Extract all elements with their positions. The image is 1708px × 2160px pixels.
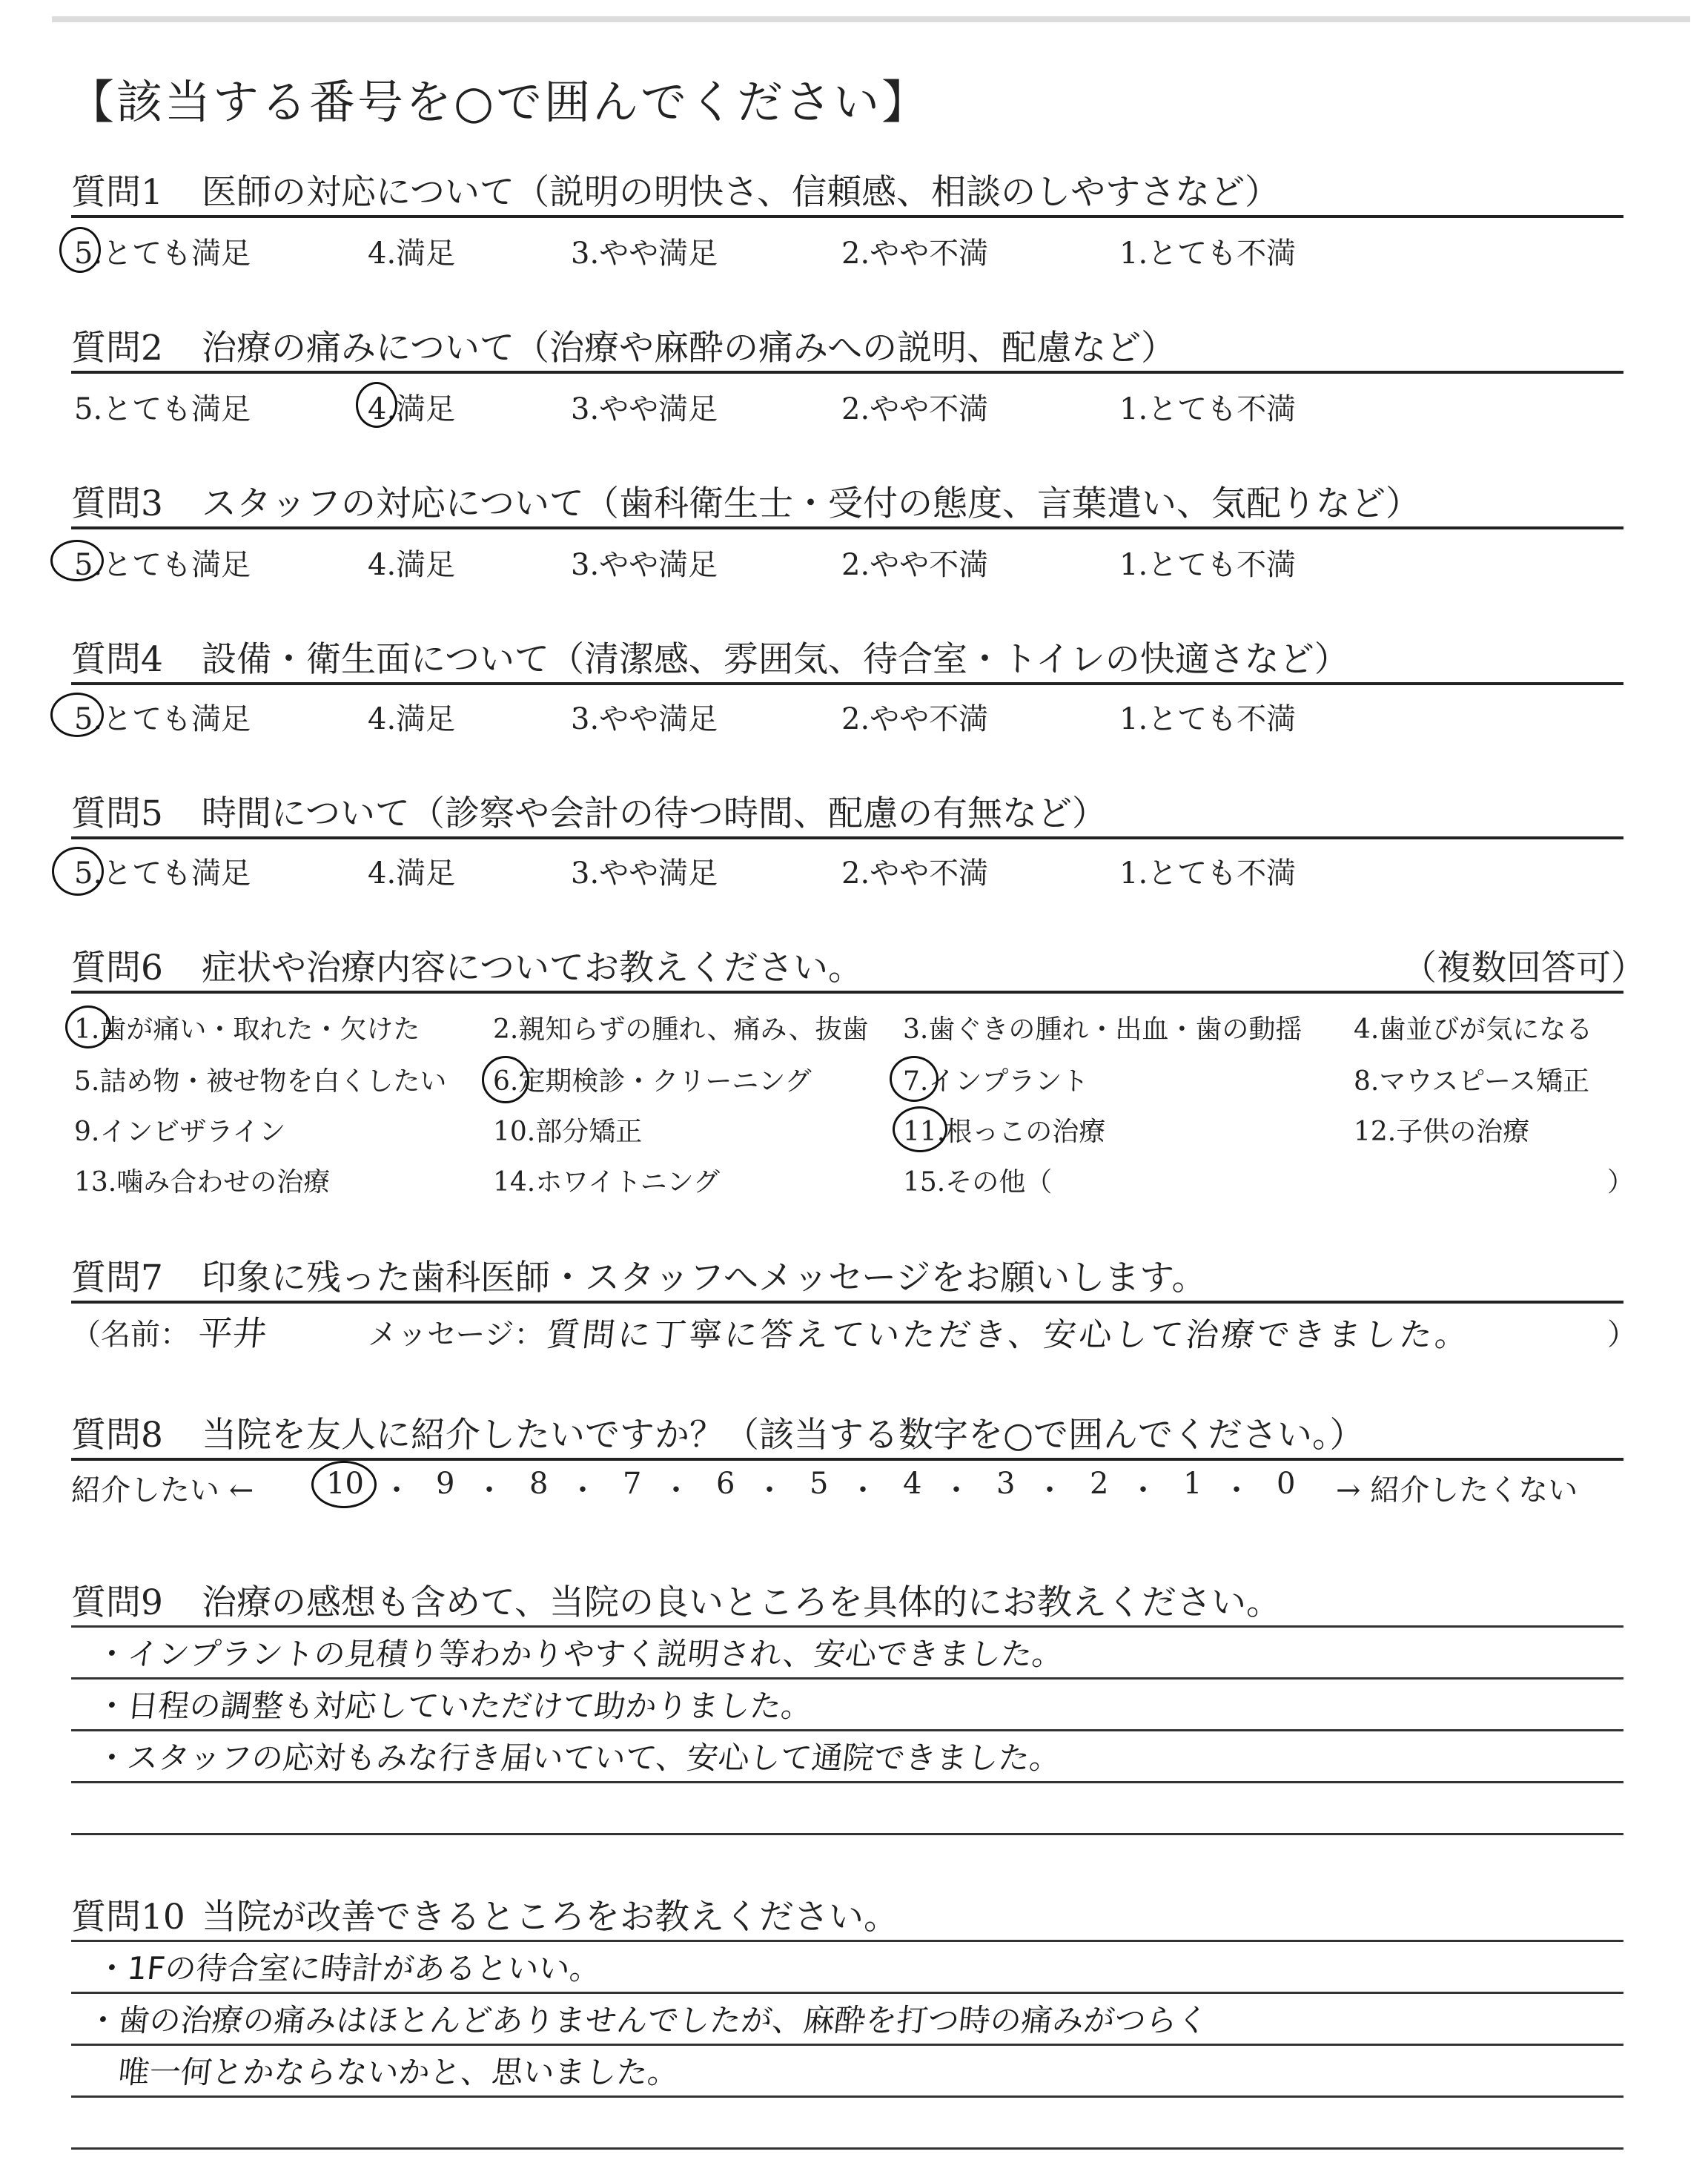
rating-option-3[interactable]: 3.やや満足	[571, 392, 718, 426]
message-label: メッセージ：	[368, 1318, 544, 1352]
scale-separator: ・	[1035, 1473, 1065, 1507]
rating-option-2[interactable]: 2.やや不満	[841, 548, 989, 582]
question-number: 質問5	[71, 793, 163, 834]
question-number: 質問8	[71, 1415, 163, 1456]
scale-separator: ・	[1128, 1473, 1158, 1507]
scale-separator: ・	[568, 1473, 598, 1507]
rating-option-3[interactable]: 3.やや満足	[571, 702, 718, 736]
symptom-option-10[interactable]: 10.部分矯正	[493, 1117, 643, 1147]
rating-option-5[interactable]: 5.とても満足	[74, 702, 251, 736]
question-10	[71, 1889, 898, 1939]
symptom-option-2[interactable]: 2.親知らずの腫れ、痛み、抜歯	[493, 1014, 869, 1045]
rating-option-4[interactable]: 4.満足	[368, 702, 456, 736]
scale-0[interactable]: 0	[1277, 1467, 1296, 1501]
good-point-2[interactable]: ・日程の調整も対応していただけて助かりました。	[94, 1688, 815, 1724]
selection-circle	[52, 847, 104, 896]
selection-circle	[893, 1106, 947, 1152]
rating-option-2[interactable]: 2.やや不満	[841, 237, 989, 271]
question-rule	[71, 1301, 1623, 1304]
rating-option-1[interactable]: 1.とても不満	[1119, 548, 1297, 582]
answer-line	[71, 1940, 1623, 1942]
good-point-3[interactable]: ・スタッフの応対もみな行き届いていて、安心して通院できました。	[94, 1740, 1063, 1776]
symptom-option-11[interactable]: 11.根っこの治療	[903, 1117, 1106, 1147]
improvement-2[interactable]: ・歯の治療の痛みはほとんどありませんでしたが、麻酔を打つ時の痛みがつらく	[85, 2002, 1211, 2038]
question-number: 質問9	[71, 1582, 163, 1623]
rating-option-5[interactable]: 5.とても満足	[74, 392, 251, 426]
rating-option-1[interactable]: 1.とても不満	[1119, 856, 1297, 891]
rating-option-3[interactable]: 3.やや満足	[571, 237, 718, 271]
scale-separator: ・	[474, 1473, 504, 1507]
improvement-1[interactable]: ・1Fの待合室に時計があるといい。	[94, 1950, 603, 1986]
scale-10[interactable]: 10	[326, 1467, 364, 1501]
rating-option-4[interactable]: 4.満足	[368, 392, 456, 426]
rating-option-4[interactable]: 4.満足	[368, 548, 456, 582]
symptom-option-14[interactable]: 14.ホワイトニング	[493, 1167, 721, 1198]
name-label: （名前：	[71, 1318, 190, 1352]
question-text: スタッフの対応について（歯科衛生士・受付の態度、言葉遣い、気配りなど）	[202, 483, 1421, 524]
symptom-option-6[interactable]: 6.定期検診・クリーニング	[493, 1066, 812, 1097]
answer-line	[71, 1729, 1623, 1731]
rating-option-5[interactable]: 5.とても満足	[74, 856, 251, 891]
question-text: 医師の対応について（説明の明快さ、信頼感、相談のしやすさなど）	[202, 172, 1280, 213]
scale-7[interactable]: 7	[623, 1467, 642, 1501]
symptom-option-9[interactable]: 9.インビザライン	[74, 1117, 286, 1147]
top-border	[52, 16, 1690, 22]
selection-circle	[59, 227, 101, 273]
question-text: 当院が改善できるところをお教えください。	[202, 1897, 898, 1938]
scale-2[interactable]: 2	[1090, 1467, 1109, 1501]
scale-5[interactable]: 5	[810, 1467, 829, 1501]
symptom-option-15[interactable]: 15.その他（	[903, 1167, 1053, 1198]
selection-circle	[482, 1056, 529, 1103]
rating-option-1[interactable]: 1.とても不満	[1119, 392, 1297, 426]
rating-option-3[interactable]: 3.やや満足	[571, 856, 718, 891]
question-5	[71, 786, 1107, 836]
good-point-1[interactable]: ・インプラントの見積り等わかりやすく説明され、安心できました。	[94, 1636, 1065, 1672]
question-7	[71, 1250, 1206, 1300]
question-rule	[71, 1458, 1623, 1461]
answer-line	[71, 2044, 1623, 2046]
question-text: 時間について（診察や会計の待つ時間、配慮の有無など）	[202, 793, 1108, 834]
scale-separator: ・	[1222, 1473, 1251, 1507]
symptom-option-3[interactable]: 3.歯ぐきの腫れ・出血・歯の動揺	[903, 1014, 1302, 1045]
symptom-option-1[interactable]: 1.歯が痛い・取れた・欠けた	[74, 1014, 420, 1045]
question-8	[71, 1407, 1365, 1457]
rating-option-5[interactable]: 5.とても満足	[74, 237, 251, 271]
symptom-option-13[interactable]: 13.噛み合わせの治療	[74, 1167, 331, 1198]
message-value[interactable]: 質問に丁寧に答えていただき、安心して治療できました。	[544, 1316, 1473, 1354]
scale-separator: ・	[755, 1473, 784, 1507]
answer-line	[71, 1781, 1623, 1783]
question-4	[71, 632, 1349, 681]
rating-option-2[interactable]: 2.やや不満	[841, 702, 989, 736]
question-3	[71, 476, 1420, 526]
rating-option-1[interactable]: 1.とても不満	[1119, 702, 1297, 736]
multiple-answers-note: （複数回答可）	[1402, 948, 1646, 988]
rating-option-4[interactable]: 4.満足	[368, 237, 456, 271]
symptom-option-7[interactable]: 7.インプラント	[903, 1066, 1089, 1097]
symptom-option-8[interactable]: 8.マウスピース矯正	[1354, 1066, 1590, 1097]
question-text: 当院を友人に紹介したいですか？（該当する数字を○で囲んでください。）	[202, 1415, 1365, 1456]
rating-option-1[interactable]: 1.とても不満	[1119, 237, 1297, 271]
scale-separator: ・	[382, 1473, 411, 1507]
selection-circle	[311, 1461, 377, 1508]
name-value[interactable]: 平井	[196, 1313, 269, 1353]
question-number: 質問4	[71, 639, 163, 680]
selection-circle	[890, 1056, 939, 1102]
recommend-right-label: → 紹介したくない	[1336, 1473, 1578, 1507]
scale-separator: ・	[848, 1473, 878, 1507]
scale-8[interactable]: 8	[529, 1467, 549, 1501]
rating-option-2[interactable]: 2.やや不満	[841, 856, 989, 891]
answer-line	[71, 1992, 1623, 1994]
question-number: 質問2	[71, 328, 163, 369]
rating-option-4[interactable]: 4.満足	[368, 856, 456, 891]
selection-circle	[50, 693, 104, 737]
question-text: 印象に残った歯科医師・スタッフへメッセージをお願いします。	[202, 1258, 1207, 1298]
other-close-paren: ）	[1607, 1167, 1635, 1198]
scale-6[interactable]: 6	[716, 1467, 735, 1501]
rating-option-3[interactable]: 3.やや満足	[571, 548, 718, 582]
question-rule	[71, 215, 1623, 218]
question-1	[71, 165, 1280, 214]
symptom-option-4[interactable]: 4.歯並びが気になる	[1354, 1014, 1593, 1045]
rating-option-2[interactable]: 2.やや不満	[841, 392, 989, 426]
question-number: 質問7	[71, 1258, 163, 1298]
question-text: 設備・衛生面について（清潔感、雰囲気、待合室・トイレの快適さなど）	[202, 639, 1349, 680]
question-9	[71, 1575, 1281, 1625]
question-text: 症状や治療内容についてお教えください。	[202, 948, 864, 988]
scale-separator: ・	[941, 1473, 971, 1507]
answer-line	[71, 1677, 1623, 1680]
scale-separator: ・	[661, 1473, 691, 1507]
question-rule	[71, 682, 1623, 685]
scale-3[interactable]: 3	[996, 1467, 1016, 1501]
form-heading: 【該当する番号を○で囲んでください】	[68, 75, 930, 129]
question-text: 治療の痛みについて（治療や麻酔の痛みへの説明、配慮など）	[202, 328, 1176, 369]
scale-4[interactable]: 4	[903, 1467, 922, 1501]
question-text: 治療の感想も含めて、当院の良いところを具体的にお教えください。	[202, 1582, 1282, 1623]
answer-line	[71, 1625, 1623, 1628]
question-number: 質問1	[71, 172, 163, 213]
scale-1[interactable]: 1	[1183, 1467, 1202, 1501]
selection-circle	[356, 382, 397, 428]
selection-circle	[50, 540, 104, 581]
question-6	[71, 940, 863, 990]
question-rule	[71, 371, 1623, 374]
scale-9[interactable]: 9	[436, 1467, 455, 1501]
question-number: 質問6	[71, 948, 163, 988]
message-close-paren: ）	[1607, 1318, 1637, 1352]
answer-line	[71, 2147, 1623, 2150]
rating-option-5[interactable]: 5.とても満足	[74, 548, 251, 582]
answer-line	[71, 1833, 1623, 1835]
question-rule	[71, 526, 1623, 529]
answer-line	[71, 2095, 1623, 2098]
improvement-3[interactable]: 唯一何とかならないかと、思いました。	[116, 2054, 681, 2090]
recommend-left-label: 紹介したい ←	[71, 1473, 254, 1507]
question-rule	[71, 836, 1623, 839]
question-2	[71, 320, 1176, 370]
question-number: 質問3	[71, 483, 163, 524]
question-number: 質問10	[71, 1897, 185, 1938]
symptom-option-12[interactable]: 12.子供の治療	[1354, 1117, 1530, 1147]
symptom-option-5[interactable]: 5.詰め物・被せ物を白くしたい	[74, 1066, 447, 1097]
selection-circle	[65, 1005, 111, 1048]
question-rule	[71, 991, 1623, 994]
